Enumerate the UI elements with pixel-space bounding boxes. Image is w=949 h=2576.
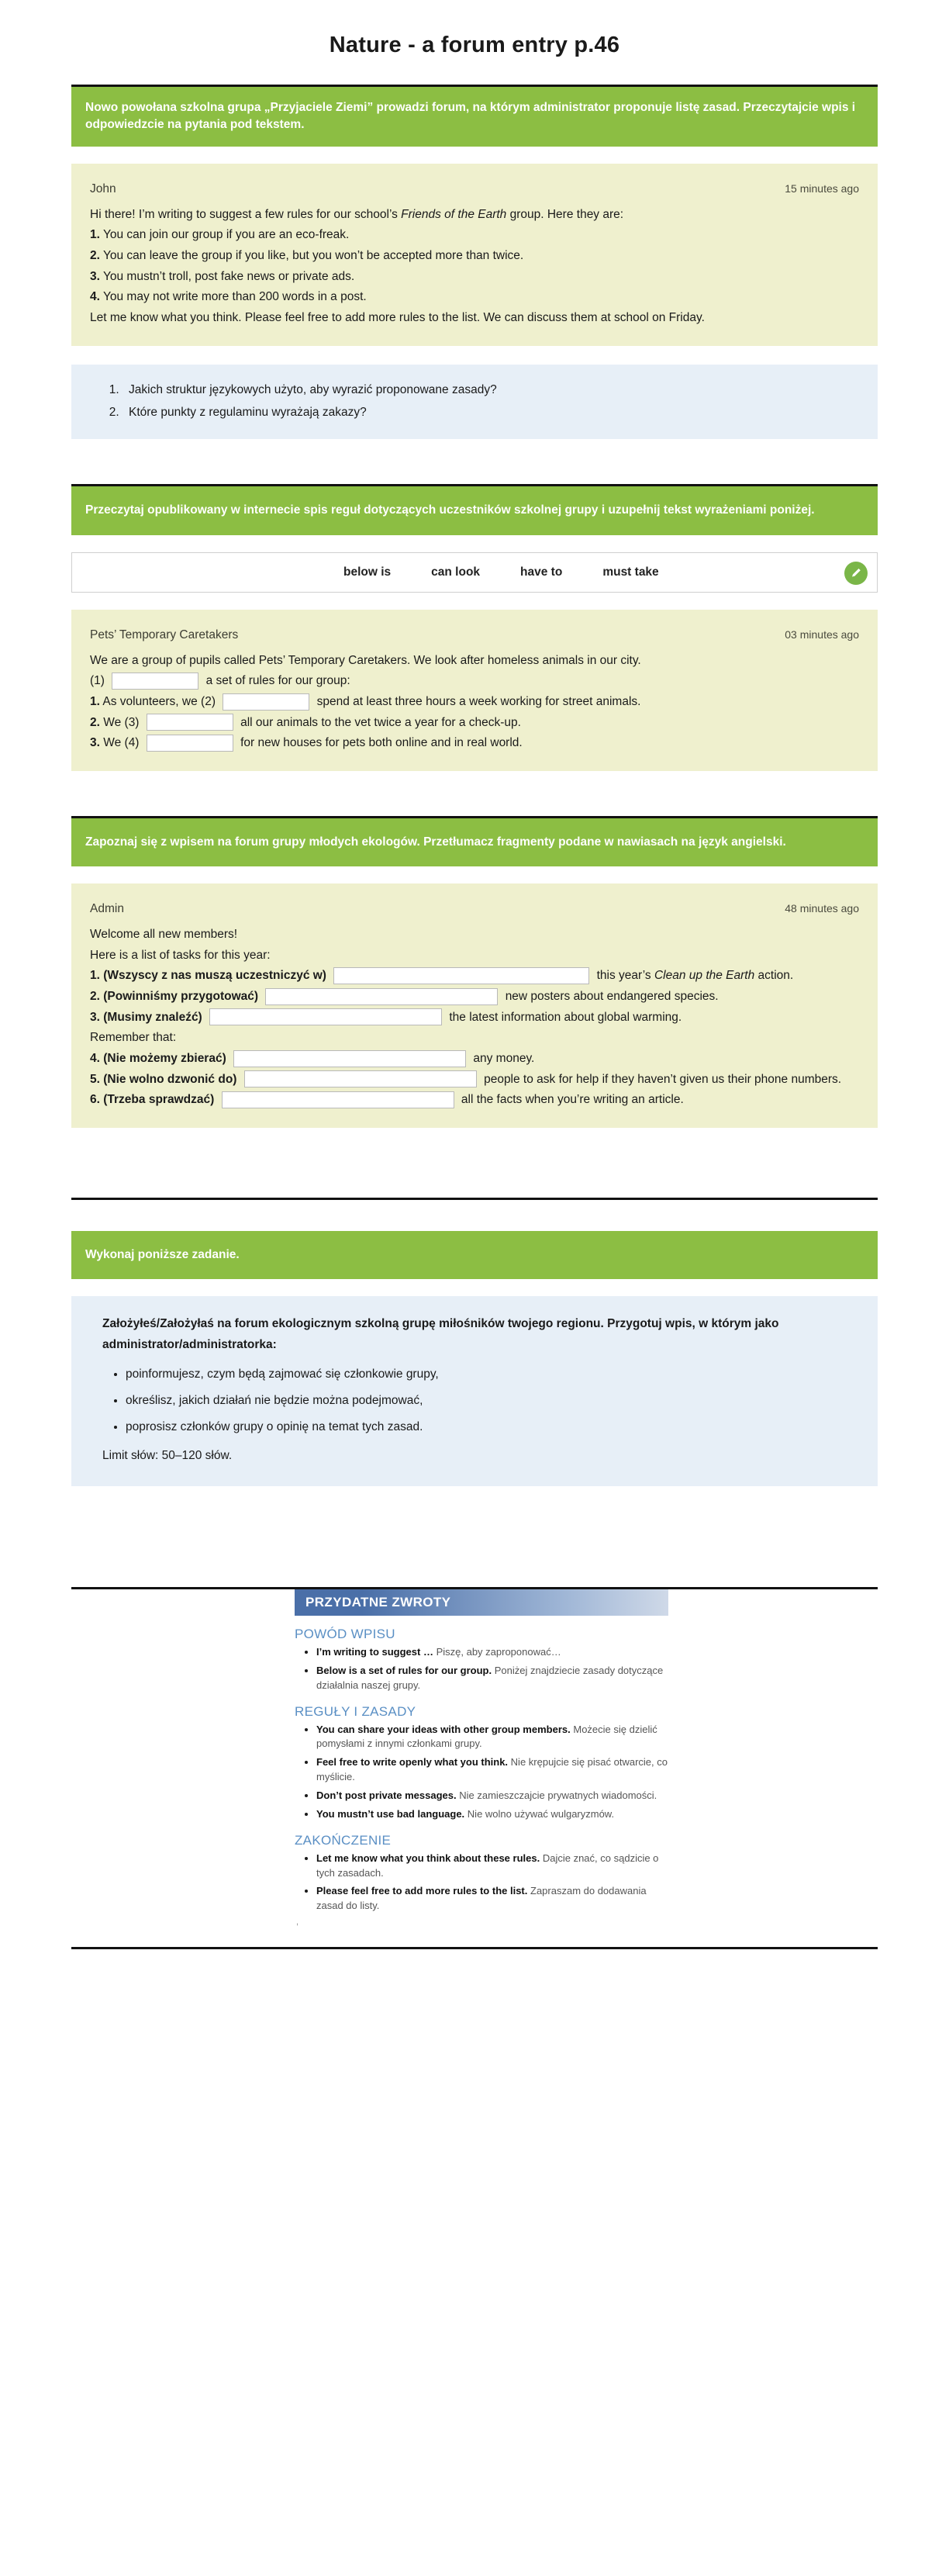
list-item: 2. Które punkty z regulaminu wyrażają zakazy? xyxy=(123,401,859,424)
list-item: 1. Jakich struktur językowych użyto, aby wyrazić proponowane zasady? xyxy=(123,379,859,401)
list-item xyxy=(316,1884,668,1914)
list-item xyxy=(316,1723,668,1752)
translate-text-6: all the facts when you’re writing an article. xyxy=(461,1093,684,1107)
phrase-group-title-ending: ZAKOŃCZENIE xyxy=(295,1832,392,1848)
item-number: 3. xyxy=(90,1010,100,1024)
task-1-instruction: Nowo powołana szkolna grupa „Przyjaciele Ziemi” prowadzi forum, na którym administrator proponuje listę zasad. Przeczytajcie wpis i odpowiedzcie na pytania pod tekstem. xyxy=(71,87,878,147)
item-number: 1. xyxy=(90,969,100,983)
gap-prefix-3: We (3) xyxy=(103,715,140,729)
translate-prompt-5: (Nie wolno dzwonić do) xyxy=(103,1072,237,1086)
phrase-en: You mustn’t use bad language. xyxy=(316,1807,465,1820)
list-item: • określisz, jakich działań nie będzie można podejmować, xyxy=(126,1390,854,1411)
post-timestamp: 15 minutes ago xyxy=(785,182,859,195)
gap-line-1 xyxy=(90,671,859,692)
post-author: Pets’ Temporary Caretakers xyxy=(90,628,239,641)
gap-prefix-4: We (4) xyxy=(103,736,140,750)
task-4-instruction: Wykonaj poniższe zadanie. xyxy=(71,1231,878,1279)
task-3-instruction: Zapoznaj się z wpisem na forum grupy młodych ekologów. Przetłumacz fragmenty podane w nawiasach na język angielski. xyxy=(71,818,878,866)
list-item xyxy=(316,1664,668,1693)
phrase-group-title-reason: POWÓD WPISU xyxy=(295,1627,395,1642)
task-1-questions xyxy=(71,365,878,440)
gap-prefix-2: As volunteers, we (2) xyxy=(102,694,216,708)
post-timestamp: 03 minutes ago xyxy=(785,628,859,641)
word-bank-item[interactable]: below is xyxy=(343,565,392,579)
translate-prompt-4: (Nie możemy zbierać) xyxy=(103,1051,226,1065)
post-rule-4: 4. You may not write more than 200 words in a post. xyxy=(90,290,367,304)
post-welcome: Welcome all new members! xyxy=(90,927,238,941)
post-remember-label: Remember that: xyxy=(90,1031,177,1045)
post-rule-3: 3. You mustn’t troll, post fake news or private ads. xyxy=(90,269,355,283)
italic-group-name: Friends of the Earth xyxy=(401,207,507,221)
gap-line-4 xyxy=(90,733,859,754)
page-title: Nature - a forum entry p.46 xyxy=(329,33,620,57)
task-2-instruction: Przeczytaj opublikowany w internecie spis reguł dotyczących uczestników szkolnej grupy i uzupełnij tekst wyrażeniami poniżej. xyxy=(71,486,878,534)
word-bank-item[interactable]: have to xyxy=(520,565,563,579)
page-marker: , xyxy=(296,1917,299,1928)
post-tasklist-label: Here is a list of tasks for this year: xyxy=(90,948,271,962)
post-line-outro: Let me know what you think. Please feel free to add more rules to the list. We can discuss them at school on Friday. xyxy=(90,310,705,324)
task-2-forum-post xyxy=(71,610,878,771)
gap-input-4[interactable] xyxy=(147,735,233,752)
item-number: 5. xyxy=(90,1072,100,1086)
translate-text-3: the latest information about global warming. xyxy=(449,1010,682,1024)
post-timestamp: 48 minutes ago xyxy=(785,902,859,915)
task-3 xyxy=(71,818,878,1128)
post-header xyxy=(90,179,859,200)
gap-number: 1. xyxy=(90,694,100,708)
word-limit: Limit słów: 50–120 słów. xyxy=(102,1448,233,1462)
phrase-pl: Możecie się dzielić pomysłami z innymi członkami grupy. xyxy=(316,1723,657,1750)
item-number: 6. xyxy=(90,1093,100,1107)
gap-input-2[interactable] xyxy=(223,693,309,711)
gap-line-2 xyxy=(90,692,859,713)
post-header xyxy=(90,899,859,920)
translate-line-6 xyxy=(90,1090,859,1111)
word-bank-item[interactable]: must take xyxy=(602,565,659,579)
list-item xyxy=(316,1789,668,1803)
task-4-writing-task xyxy=(71,1296,878,1486)
phrase-list-rules xyxy=(281,1723,668,1822)
translate-text-2: new posters about endangered species. xyxy=(505,989,719,1003)
gap-input-1[interactable] xyxy=(112,673,198,690)
translate-input-1[interactable] xyxy=(333,967,589,984)
post-rule-1: 1. You can join our group if you are an eco-freak. xyxy=(90,228,350,242)
post-author: John xyxy=(90,182,116,195)
task-1-forum-post xyxy=(71,164,878,346)
list-item xyxy=(316,1852,668,1881)
gap-text-4: for new houses for pets both online and in real world. xyxy=(240,736,523,750)
phrase-list-ending xyxy=(281,1852,668,1914)
item-number: 2. xyxy=(90,989,100,1003)
phrase-pl: Poniżej znajdziecie zasady dotyczące działalnia naszej grupy. xyxy=(316,1664,664,1691)
gap-input-3[interactable] xyxy=(147,714,233,731)
gap-line-3 xyxy=(90,713,859,734)
task-4 xyxy=(71,1231,878,1486)
translate-prompt-2: (Powinniśmy przygotować) xyxy=(103,989,259,1003)
translate-input-5[interactable] xyxy=(244,1070,477,1087)
phrase-pl: Zapraszam do dodawania zasad do listy. xyxy=(316,1885,647,1912)
useful-phrases-box xyxy=(281,1589,668,1927)
translate-prompt-3: (Musimy znaleźć) xyxy=(103,1010,202,1024)
post-rule-2: 2. You can leave the group if you like, but you won’t be accepted more than twice. xyxy=(90,248,524,262)
phrase-group-title-rules: REGUŁY I ZASADY xyxy=(295,1703,416,1719)
list-item xyxy=(316,1645,668,1660)
phrase-pl: Nie krępujcie się pisać otwarcie, co myślicie. xyxy=(316,1756,668,1783)
gap-number: 2. xyxy=(90,715,100,729)
task-lead: Założyłeś/Założyłaś na forum ekologicznym szkolną grupę miłośników twojego regionu. Przygotuj wpis, w którym jako administrator/administratorka: xyxy=(102,1317,779,1352)
phrase-en: Please feel free to add more rules to the list. xyxy=(316,1885,528,1897)
gap-text-3: all our animals to the vet twice a year for a check-up. xyxy=(240,715,521,729)
translate-line-2 xyxy=(90,987,859,1008)
list-item xyxy=(316,1807,668,1822)
phrase-en: Let me know what you think about these rules. xyxy=(316,1852,540,1864)
phrase-en: You can share your ideas with other group members. xyxy=(316,1723,571,1735)
word-bank-item[interactable]: can look xyxy=(431,565,481,579)
translate-text-4: any money. xyxy=(473,1051,535,1065)
phrase-pl: Nie wolno używać wulgaryzmów. xyxy=(467,1807,615,1820)
translate-input-4[interactable] xyxy=(233,1050,466,1067)
gap-number: 3. xyxy=(90,736,100,750)
phrase-en: Below is a set of rules for our group. xyxy=(316,1664,492,1676)
post-header xyxy=(90,625,859,646)
phrase-pl: Nie zamieszczajcie prywatnych wiadomości. xyxy=(459,1789,657,1801)
pencil-icon[interactable] xyxy=(844,562,868,585)
list-item: • poinformujesz, czym będą zajmować się członkowie grupy, xyxy=(126,1364,854,1385)
translate-line-5 xyxy=(90,1070,859,1091)
translate-prompt-1: (Wszyscy z nas muszą uczestniczyć w) xyxy=(103,969,326,983)
gap-text-1: a set of rules for our group: xyxy=(205,674,350,688)
translate-line-4 xyxy=(90,1049,859,1070)
translate-line-3 xyxy=(90,1008,859,1029)
post-author: Admin xyxy=(90,902,124,916)
translate-text-5: people to ask for help if they haven’t given us their phone numbers. xyxy=(484,1072,842,1086)
task-3-forum-post xyxy=(71,883,878,1128)
phrase-pl: Piszę, aby zaproponować… xyxy=(436,1646,561,1658)
phrase-list-reason xyxy=(281,1645,668,1693)
translate-input-2[interactable] xyxy=(265,988,498,1005)
translate-input-6[interactable] xyxy=(222,1091,454,1108)
task-1 xyxy=(71,87,878,439)
item-number: 4. xyxy=(90,1051,100,1065)
divider-bottom xyxy=(71,1947,878,1949)
task-2-word-bank xyxy=(71,552,878,593)
phrase-en: Feel free to write openly what you think. xyxy=(316,1756,509,1769)
task-2 xyxy=(71,486,878,770)
useful-phrases-header: PRZYDATNE ZWROTY xyxy=(295,1589,668,1616)
translate-input-3[interactable] xyxy=(209,1008,442,1025)
gap-number: (1) xyxy=(90,674,105,688)
list-item: • poprosisz członków grupy o opinię na temat tych zasad. xyxy=(126,1416,854,1437)
post-intro: We are a group of pupils called Pets’ Temporary Caretakers. We look after homeless animals in our city. xyxy=(90,653,641,667)
translate-line-1: 1. (Wszyscy z nas muszą uczestniczyć w) this year’s Clean up the Earth action. xyxy=(90,966,859,987)
phrase-en: Don’t post private messages. xyxy=(316,1789,457,1801)
gap-text-2: spend at least three hours a week working for street animals. xyxy=(316,694,641,708)
phrase-en: I’m writing to suggest … xyxy=(316,1646,433,1658)
translate-prompt-6: (Trzeba sprawdzać) xyxy=(103,1093,215,1107)
post-line-intro: Hi there! I’m writing to suggest a few rules for our school’s Friends of the Earth group. Here they are: xyxy=(90,207,624,221)
list-item xyxy=(316,1755,668,1785)
phrase-pl: Dajcie znać, co sądzicie o tych zasadach. xyxy=(316,1852,659,1879)
italic-action-name: Clean up the Earth xyxy=(654,969,755,983)
